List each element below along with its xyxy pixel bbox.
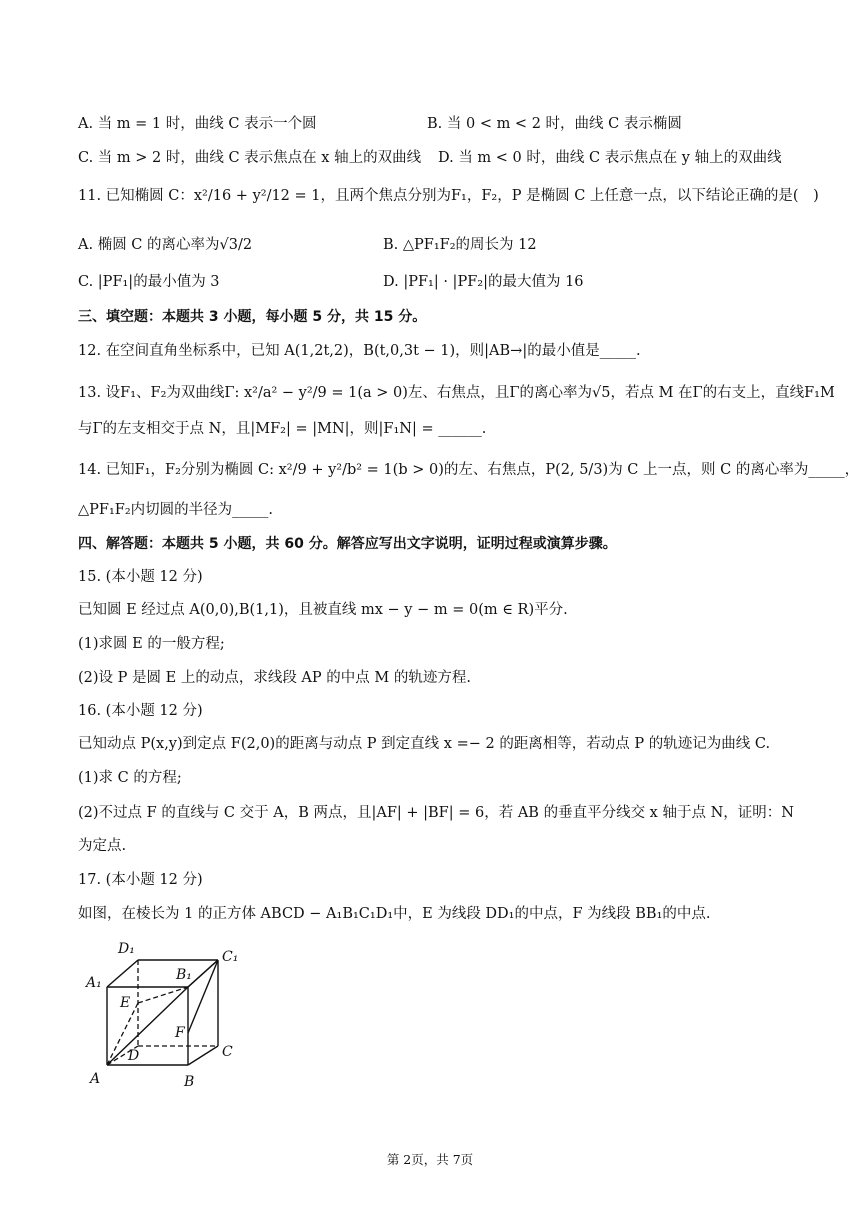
q16-part2-line1: (2)不过点 F 的直线与 C 交于 A，B 两点，且|AF| + |BF| = 6，若 AB 的垂直平分线交 x 轴于点 N，证明：N — [78, 805, 794, 821]
q17-header: 17. (本小题 12 分) — [78, 872, 203, 888]
q10-option-c: C. 当 m > 2 时，曲线 C 表示焦点在 x 轴上的双曲线 — [78, 150, 422, 166]
q15-header: 15. (本小题 12 分) — [78, 569, 203, 585]
section-3-heading: 三、填空题：本题共 3 小题，每小题 5 分，共 15 分。 — [78, 309, 427, 325]
q11-option-a: A. 椭圆 C 的离心率为√3/2 — [78, 237, 253, 253]
q10-option-d: D. 当 m < 0 时，曲线 C 表示焦点在 y 轴上的双曲线 — [438, 150, 782, 166]
q11-stem: 11. 已知椭圆 C：x²/16 + y²/12 = 1，且两个焦点分别为F₁，F₂，P 是椭圆 C 上任意一点，以下结论正确的是( ) — [78, 188, 819, 204]
label-c1: C₁ — [222, 949, 239, 965]
q17-stem: 如图，在棱长为 1 的正方体 ABCD − A₁B₁C₁D₁中，E 为线段 DD₁的中点，F 为线段 BB₁的中点. — [78, 906, 711, 922]
page-footer: 第 2页，共 7页 — [386, 1152, 474, 1167]
label-d1: D₁ — [118, 941, 135, 957]
label-c: C — [222, 1044, 233, 1060]
q16-part1: (1)求 C 的方程; — [78, 770, 182, 786]
q15-part1: (1)求圆 E 的一般方程; — [78, 636, 225, 652]
q16-stem: 已知动点 P(x,y)到定点 F(2,0)的距离与动点 P 到定直线 x =− 2 的距离相等，若动点 P 的轨迹记为曲线 C. — [78, 736, 771, 752]
label-d: D — [128, 1048, 140, 1064]
q15-stem: 已知圆 E 经过点 A(0,0),B(1,1)，且被直线 mx − y − m = 0(m ∈ R)平分. — [78, 602, 568, 618]
q11-option-b: B. △PF₁F₂的周长为 12 — [383, 237, 537, 253]
cube-figure — [80, 935, 260, 1100]
q11-option-d: D. |PF₁| · |PF₂|的最大值为 16 — [383, 274, 584, 290]
label-a: A — [90, 1071, 101, 1087]
q16-header: 16. (本小题 12 分) — [78, 703, 203, 719]
q13-stem-line2: 与Γ的左支相交于点 N，且|MF₂| = |MN|，则|F₁N| = ______. — [78, 421, 487, 437]
q15-part2: (2)设 P 是圆 E 上的动点，求线段 AP 的中点 M 的轨迹方程. — [78, 670, 471, 686]
label-f: F — [175, 1025, 185, 1041]
q12-stem: 12. 在空间直角坐标系中，已知 A(1,2t,2)，B(t,0,3t − 1)，则|AB→|的最小值是_____. — [78, 343, 641, 359]
q11-option-c: C. |PF₁|的最小值为 3 — [78, 274, 220, 290]
label-b: B — [184, 1074, 195, 1090]
section-4-heading: 四、解答题：本题共 5 小题，共 60 分。解答应写出文字说明，证明过程或演算步骤。 — [78, 536, 617, 552]
q14-stem-line1: 14. 已知F₁，F₂分别为椭圆 C: x²/9 + y²/b² = 1(b > 0)的左、右焦点，P(2, 5/3)为 C 上一点，则 C 的离心率为_____， — [78, 462, 860, 478]
q13-stem-line1: 13. 设F₁、F₂为双曲线Γ: x²/a² − y²/9 = 1(a > 0)左、右焦点，且Γ的离心率为√5，若点 M 在Γ的右支上，直线F₁M — [78, 385, 835, 401]
label-b1: B₁ — [176, 967, 192, 983]
q10-option-b: B. 当 0 < m < 2 时，曲线 C 表示椭圆 — [427, 116, 682, 132]
q14-stem-line2: △PF₁F₂内切圆的半径为_____. — [78, 502, 274, 518]
q16-part2-line2: 为定点. — [78, 838, 127, 854]
label-a1: A₁ — [86, 975, 102, 991]
q10-option-a: A. 当 m = 1 时，曲线 C 表示一个圆 — [78, 116, 317, 132]
label-e: E — [120, 995, 131, 1011]
